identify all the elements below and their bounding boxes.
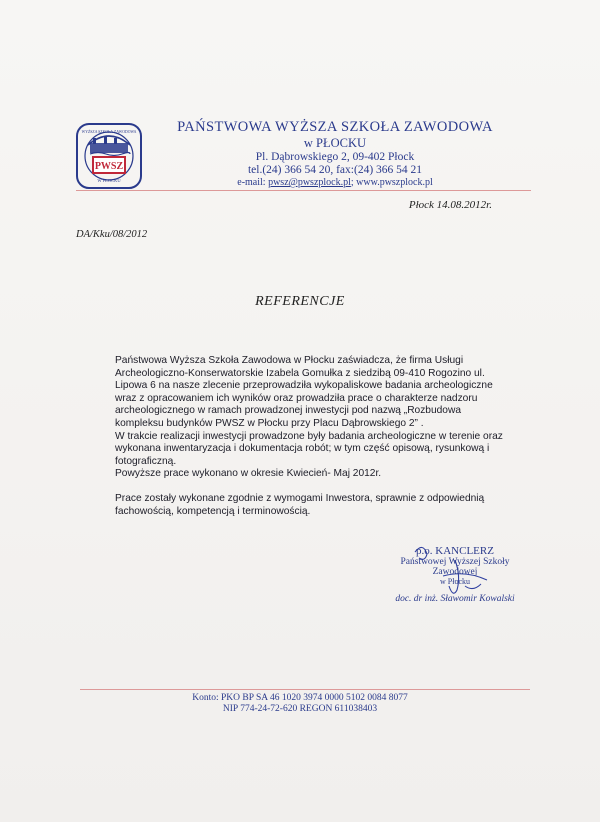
header-divider xyxy=(76,190,531,191)
reference-number: DA/Kku/08/2012 xyxy=(76,229,148,240)
bank-account: Konto: PKO BP SA 46 1020 3974 0000 5102 0084 8077 xyxy=(192,693,408,703)
institution-phone: tel.(24) 366 54 20, fax:(24) 366 54 21 xyxy=(247,164,423,176)
tax-ids: NIP 774-24-72-620 REGON 611038403 xyxy=(222,704,378,714)
contact-separator: ; xyxy=(350,177,354,188)
signatory-name: doc. dr inż. Sławomir Kowalski xyxy=(395,594,515,604)
letter-footer xyxy=(0,693,600,715)
signature-stamp xyxy=(380,545,530,604)
body-line: Lipowa 6 na nasze zlecenie przeprowadziła wykopaliskowe badania archeologiczne xyxy=(115,380,493,392)
stamp-institution: Państwowej Wyższej Szkoły Zawodowej xyxy=(400,557,510,577)
website-text: www.pwszplock.pl xyxy=(356,177,433,188)
body-line: wykonana inwentaryzacja i dokumentacja robót; w tym część opisową, rysunkową i xyxy=(115,443,490,455)
footer-divider xyxy=(80,689,530,690)
logo-pwsz-text: PWSZ xyxy=(94,161,124,172)
letter-title: REFERENCJE xyxy=(255,294,345,309)
body-line: wraz z opracowaniem ich wyników oraz prowadziła prace o charakterze nadzoru xyxy=(115,392,478,404)
stamp-title: p.o. KANCLERZ xyxy=(416,545,494,557)
logo-ring-text: WYŻSZA SZKOŁA ZAWODOWA xyxy=(81,130,137,134)
body-line: Powyższe prace wykonano w okresie Kwiecień- Maj 2012r. xyxy=(115,468,382,480)
institution-address: Pl. Dąbrowskiego 2, 09-402 Płock xyxy=(255,151,415,163)
email-link[interactable]: pwsz@pwszplock.pl xyxy=(268,177,351,188)
institution-contact xyxy=(150,177,520,189)
institution-name: PAŃSTWOWA WYŻSZA SZKOŁA ZAWODOWA xyxy=(177,119,493,135)
body-line: archeologicznego w ramach prowadzonej inwestycji pod nazwą „Rozbudowa xyxy=(115,405,461,417)
body-line: Państwowa Wyższa Szkoła Zawodowa w Płocku zaświadcza, że firma Usługi xyxy=(115,355,464,366)
letter-body xyxy=(115,355,525,518)
paragraph-gap xyxy=(115,481,525,493)
logo-bottom-text: W PŁOCKU xyxy=(97,178,121,183)
pwsz-logo xyxy=(76,123,142,189)
body-line: kompleksu budynków PWSZ w Płocku przy Placu Dąbrowskiego 2” . xyxy=(115,417,424,429)
body-line: fachowością, kompetencją i terminowością. xyxy=(115,505,311,517)
letter-date: Płock 14.08.2012r. xyxy=(408,199,492,211)
stamp-city: w Płocku xyxy=(440,577,470,586)
body-line: fotograficzną. xyxy=(115,455,177,467)
letterhead xyxy=(150,118,520,189)
body-line: Prace zostały wykonane zgodnie z wymogami Inwestora, sprawnie z odpowiednią xyxy=(115,492,485,504)
body-line: W trakcie realizacji inwestycji prowadzone były badania archeologiczne w terenie oraz xyxy=(115,430,503,442)
email-label: e-mail: xyxy=(237,177,266,188)
body-line: Archeologiczno-Konserwatorskie Izabela Gomułka z siedzibą 09-410 Rogozino ul. xyxy=(115,367,485,379)
institution-city: w PŁOCKU xyxy=(303,136,367,150)
